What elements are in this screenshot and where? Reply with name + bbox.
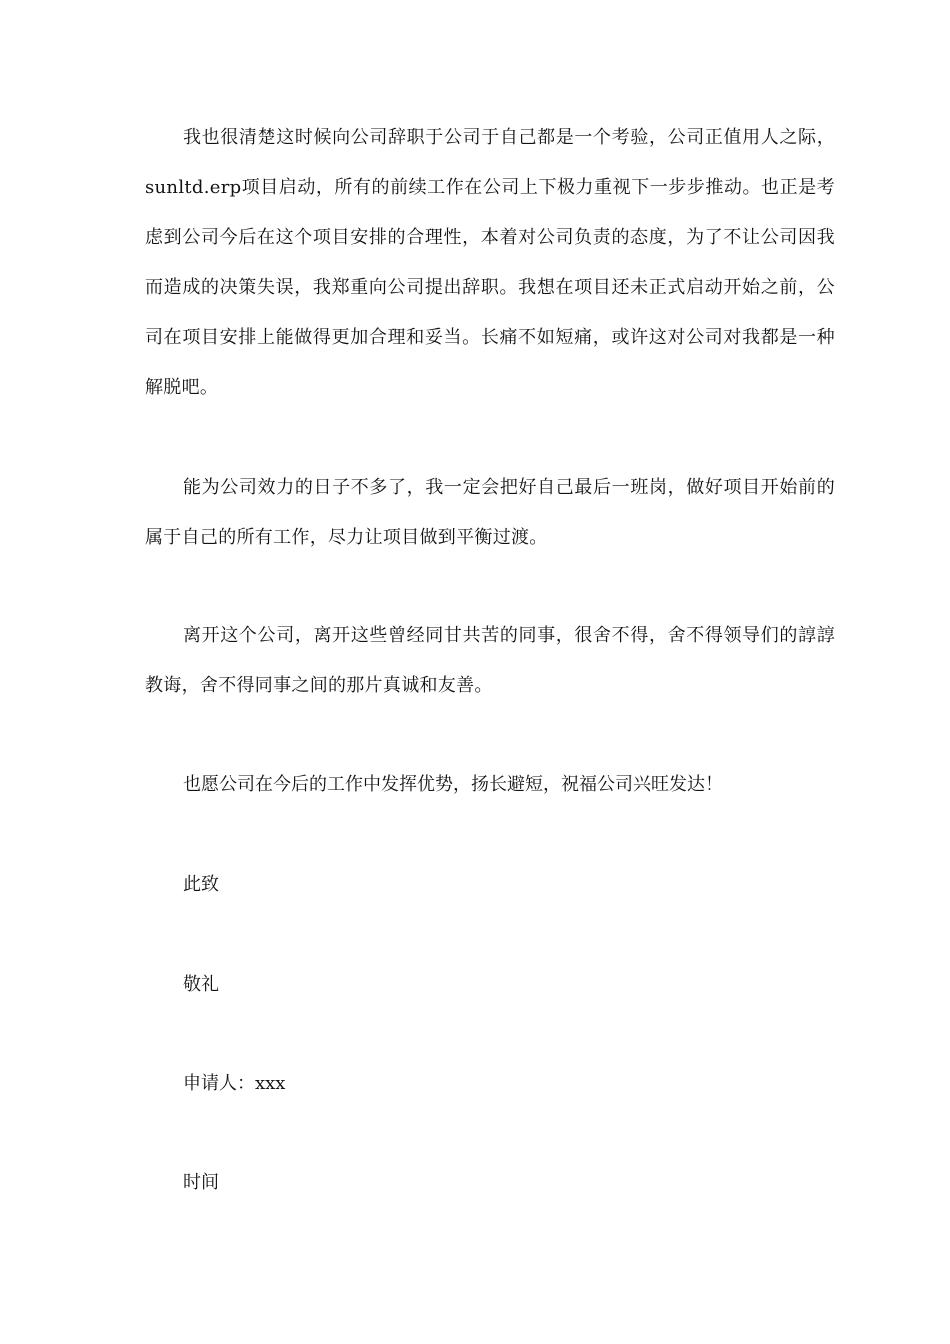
paragraph-final-duty: 能为公司效力的日子不多了，我一定会把好自己最后一班岗，做好项目开始前的属于自己的所有工作，尽力让项目做到平衡过渡。 bbox=[145, 477, 835, 548]
closing-wish: 也愿公司在今后的工作中发挥优势，扬长避短，祝福公司兴旺发达！ bbox=[183, 774, 723, 795]
date-label: 时间 bbox=[183, 1172, 219, 1193]
paragraph-resignation-reason: 我也很清楚这时候向公司辞职于公司于自己都是一个考验，公司正值用人之际，sunltd.erp项目启动，所有的前续工作在公司上下极力重视下一步步推动。也正是考虑到公司今后在这个项目安排的合理性，本着对公司负责的态度，为了不让公司因我而造成的决策失误，我郑重向公司提出辞职。我想在项目还未正式启动开始之前，公司在项目安排上能做得更加合理和妥当。长痛不如短痛，或许这对公司对我都是一种解脱吧。 bbox=[145, 127, 835, 398]
salutation-jingli: 敬礼 bbox=[183, 974, 219, 995]
salutation-cizhi: 此致 bbox=[183, 874, 219, 895]
paragraph-farewell: 离开这个公司，离开这些曾经同甘共苦的同事，很舍不得，舍不得领导们的諄諄教诲，舍不得同事之间的那片真诚和友善。 bbox=[145, 625, 835, 696]
applicant-signature: 申请人：xxx bbox=[183, 1073, 286, 1094]
